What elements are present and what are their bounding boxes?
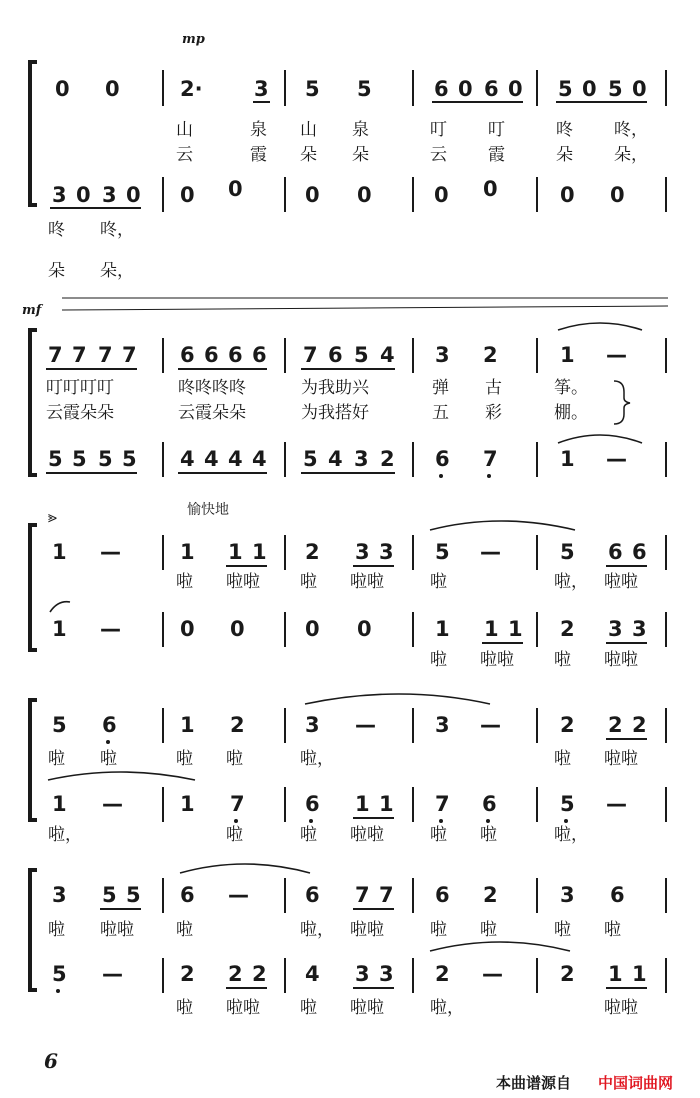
low-octave-dot — [56, 989, 60, 993]
note: 2 — [632, 713, 647, 737]
note: 1 — [52, 792, 67, 816]
note: — — [606, 447, 627, 471]
note: 4 — [204, 447, 219, 471]
tie — [305, 694, 490, 704]
note: 0 — [610, 183, 625, 207]
note: 7 — [72, 343, 87, 367]
lyric: 啦 — [430, 650, 447, 670]
note: 3 — [52, 183, 67, 207]
note: — — [228, 883, 249, 907]
lyric: 啦 — [100, 749, 117, 769]
note: 1 — [180, 540, 195, 564]
note: 6 — [180, 883, 195, 907]
note: 3 — [52, 883, 67, 907]
lyric: 朵 — [48, 261, 65, 281]
site-link[interactable]: 中国词曲网 — [598, 1074, 674, 1092]
lyric: 朵， — [614, 145, 648, 165]
note: 2 — [608, 713, 623, 737]
lyric: 霞 — [250, 145, 267, 165]
lyric: 泉 — [352, 120, 369, 140]
note: 2 — [180, 962, 195, 986]
lyric: 啦， — [300, 920, 334, 940]
note: 5 — [48, 447, 63, 471]
lyric: 啦 — [430, 825, 447, 845]
lyric: 为我助兴 — [301, 378, 369, 398]
lyric: 啦啦 — [350, 920, 384, 940]
note: 1 — [355, 792, 370, 816]
page-number: 6 — [44, 1049, 58, 1073]
note: 5 — [102, 883, 117, 907]
note: 0 — [55, 77, 70, 101]
note: 2 — [252, 962, 267, 986]
lyric: 山 — [300, 120, 317, 140]
low-octave-dot — [487, 474, 491, 478]
lyric: 山 — [176, 120, 193, 140]
note: 6 — [435, 447, 450, 471]
note: 7 — [48, 343, 63, 367]
lyric: 朵 — [300, 145, 317, 165]
note: 4 — [305, 962, 320, 986]
note: 0 — [126, 183, 141, 207]
low-octave-dot — [439, 819, 443, 823]
note: 6 — [482, 792, 497, 816]
note: 0 — [180, 617, 195, 641]
note: 7 — [379, 883, 394, 907]
note: 3 — [254, 77, 269, 101]
note: 1 — [52, 617, 67, 641]
tie — [48, 772, 195, 780]
system-3 — [48, 507, 666, 670]
lyric: 啦啦 — [350, 998, 384, 1018]
note: 0 — [180, 183, 195, 207]
note: 3 — [354, 447, 369, 471]
note: 6 — [305, 792, 320, 816]
lyric: 啦啦 — [604, 998, 638, 1018]
note: 3 — [355, 540, 370, 564]
lyric: 啦， — [48, 825, 82, 845]
note: 5 — [52, 962, 67, 986]
note: 1 — [632, 962, 647, 986]
note: 2 — [560, 962, 575, 986]
lyric: 霞 — [488, 145, 505, 165]
note: — — [355, 713, 376, 737]
tie — [430, 521, 575, 530]
note: — — [102, 792, 123, 816]
lyric: 啦啦 — [604, 650, 638, 670]
lyric: 啦啦 — [100, 920, 134, 940]
note: 1 — [484, 617, 499, 641]
note: 6 — [435, 883, 450, 907]
note: 6 — [610, 883, 625, 907]
lyric: 筝。 — [554, 378, 588, 398]
lyric: 朵 — [556, 145, 573, 165]
note: 6 — [434, 77, 449, 101]
lyric: 啦 — [554, 749, 571, 769]
note: 0 — [458, 77, 473, 101]
note: 0 — [434, 183, 449, 207]
note: 3 — [632, 617, 647, 641]
lyric: 古 — [485, 378, 502, 398]
lyric: 咚 — [48, 220, 65, 240]
lyric: 叮 — [488, 120, 505, 140]
note: 4 — [380, 343, 395, 367]
note: 6 — [228, 343, 243, 367]
lyric: 啦啦 — [480, 650, 514, 670]
note: 1 — [608, 962, 623, 986]
lyric: 啦啦 — [604, 749, 638, 769]
note: 2 — [483, 343, 498, 367]
note: 2 — [483, 883, 498, 907]
system-1 — [48, 70, 666, 281]
low-octave-dot — [486, 819, 490, 823]
note: 1 — [379, 792, 394, 816]
note: 1 — [228, 540, 243, 564]
note: 5 — [303, 447, 318, 471]
lyric: 叮 — [430, 120, 447, 140]
note: 4 — [252, 447, 267, 471]
lyric: 啦 — [430, 572, 447, 592]
lyric: 彩 — [485, 403, 502, 423]
lyric: 叮叮叮叮 — [46, 378, 114, 398]
note: 1 — [180, 713, 195, 737]
note: 5 — [98, 447, 113, 471]
note: 0 — [560, 183, 575, 207]
lyric: 啦啦 — [604, 572, 638, 592]
lyric: 啦， — [300, 749, 334, 769]
low-octave-dot — [309, 819, 313, 823]
note: 1 — [508, 617, 523, 641]
lyric: 云霞朵朵 — [178, 403, 246, 423]
note: 3 — [560, 883, 575, 907]
note: 7 — [483, 447, 498, 471]
note: 7 — [230, 792, 245, 816]
system-5-brace — [30, 870, 37, 990]
note: — — [100, 540, 121, 564]
note: 0 — [305, 617, 320, 641]
lyric: 啦 — [176, 998, 193, 1018]
lyric: 弹 — [432, 378, 449, 398]
note: 1 — [435, 617, 450, 641]
note: 3 — [608, 617, 623, 641]
lyric: 啦 — [176, 749, 193, 769]
note: — — [606, 343, 627, 367]
note: 7 — [98, 343, 113, 367]
note: 6 — [252, 343, 267, 367]
note: 2· — [180, 77, 203, 101]
note: 2 — [228, 962, 243, 986]
system-4 — [48, 694, 666, 845]
low-octave-dot — [564, 819, 568, 823]
breath-mark: ⪢ — [48, 507, 58, 526]
note: 5 — [558, 77, 573, 101]
note: 1 — [252, 540, 267, 564]
note: 7 — [355, 883, 370, 907]
lyric: 啦 — [176, 920, 193, 940]
note: 0 — [230, 617, 245, 641]
system-2 — [46, 323, 666, 478]
low-octave-dot — [234, 819, 238, 823]
dynamic-mf: mf — [22, 303, 42, 318]
note: — — [482, 962, 503, 986]
lyric: 啦， — [554, 572, 588, 592]
note: 3 — [379, 540, 394, 564]
note: 1 — [560, 447, 575, 471]
note: 5 — [357, 77, 372, 101]
lyric: 啦啦 — [226, 572, 260, 592]
note: 2 — [560, 617, 575, 641]
note: — — [102, 962, 123, 986]
lyric: 五 — [432, 403, 449, 423]
tie — [50, 602, 70, 612]
lyric: 云霞朵朵 — [46, 403, 114, 423]
lyric-brace — [614, 381, 630, 424]
note: 5 — [435, 540, 450, 564]
lyric: 啦 — [300, 998, 317, 1018]
source-label: 本曲谱源自 — [496, 1074, 572, 1092]
note: 0 — [582, 77, 597, 101]
note: 2 — [230, 713, 245, 737]
low-octave-dot — [439, 474, 443, 478]
system-1-brace — [30, 62, 37, 205]
tie — [430, 942, 570, 951]
lyric: 啦， — [554, 825, 588, 845]
note: — — [480, 713, 501, 737]
lyric: 棚。 — [554, 403, 588, 423]
lyric: 泉 — [250, 120, 267, 140]
note: 2 — [435, 962, 450, 986]
note: 0 — [76, 183, 91, 207]
note: 5 — [560, 540, 575, 564]
note: 4 — [228, 447, 243, 471]
note: 6 — [180, 343, 195, 367]
note: 5 — [560, 792, 575, 816]
lyric: 咚， — [100, 220, 134, 240]
tie — [180, 864, 310, 873]
note: 3 — [355, 962, 370, 986]
note: 2 — [560, 713, 575, 737]
system-2-brace — [30, 330, 37, 475]
note: 6 — [632, 540, 647, 564]
tie — [558, 323, 642, 330]
note: 5 — [52, 713, 67, 737]
note: 0 — [228, 177, 243, 201]
system-4-brace — [30, 700, 37, 820]
note: 3 — [435, 713, 450, 737]
low-octave-dot — [106, 740, 110, 744]
tie — [558, 435, 642, 443]
note: 6 — [608, 540, 623, 564]
note: 0 — [105, 77, 120, 101]
note: 3 — [102, 183, 117, 207]
system-3-brace — [30, 525, 37, 650]
lyric: 啦 — [554, 920, 571, 940]
lyric: 啦啦 — [226, 998, 260, 1018]
note: 1 — [560, 343, 575, 367]
note: 3 — [379, 962, 394, 986]
note: 4 — [328, 447, 343, 471]
lyric: 咚 — [556, 120, 573, 140]
lyric: 啦 — [176, 572, 193, 592]
tempo-marking: 愉快地 — [187, 502, 229, 518]
note: 2 — [380, 447, 395, 471]
note: 0 — [508, 77, 523, 101]
lyric: 啦啦 — [350, 825, 384, 845]
note: 0 — [357, 617, 372, 641]
note: 3 — [435, 343, 450, 367]
lyric: 啦 — [554, 650, 571, 670]
lyric: 朵， — [100, 261, 134, 281]
note: 0 — [632, 77, 647, 101]
note: — — [606, 792, 627, 816]
lyric: 啦 — [226, 749, 243, 769]
note: — — [100, 617, 121, 641]
note: 7 — [435, 792, 450, 816]
note: 5 — [126, 883, 141, 907]
lyric: 云 — [176, 145, 193, 165]
note: 2 — [305, 540, 320, 564]
note: — — [480, 540, 501, 564]
note: 5 — [72, 447, 87, 471]
note: 6 — [328, 343, 343, 367]
lyric: 啦 — [300, 825, 317, 845]
lyric: 啦 — [480, 825, 497, 845]
note: 5 — [608, 77, 623, 101]
note: 0 — [483, 177, 498, 201]
lyric: 为我搭好 — [301, 403, 369, 423]
lyric: 咚， — [614, 120, 648, 140]
note: 1 — [52, 540, 67, 564]
note: 5 — [122, 447, 137, 471]
lyric: 咚咚咚咚 — [178, 378, 246, 398]
note: 1 — [180, 792, 195, 816]
note: 3 — [305, 713, 320, 737]
note: 6 — [102, 713, 117, 737]
note: 6 — [484, 77, 499, 101]
lyric: 朵 — [352, 145, 369, 165]
lyric: 啦 — [300, 572, 317, 592]
lyric: 啦 — [48, 920, 65, 940]
note: 5 — [305, 77, 320, 101]
lyric: 啦 — [226, 825, 243, 845]
note: 7 — [122, 343, 137, 367]
lyric: 啦 — [480, 920, 497, 940]
note: 6 — [305, 883, 320, 907]
lyric: 云 — [430, 145, 447, 165]
lyric: 啦 — [604, 920, 621, 940]
lyric: 啦， — [430, 998, 464, 1018]
note: 0 — [305, 183, 320, 207]
system-5 — [48, 864, 666, 1018]
dynamic-mp: mp — [182, 32, 205, 47]
note: 5 — [354, 343, 369, 367]
note: 0 — [357, 183, 372, 207]
crescendo-line-bottom — [62, 306, 668, 310]
note: 4 — [180, 447, 195, 471]
lyric: 啦 — [48, 749, 65, 769]
note: 6 — [204, 343, 219, 367]
lyric: 啦 — [430, 920, 447, 940]
note: 7 — [303, 343, 318, 367]
lyric: 啦啦 — [350, 572, 384, 592]
